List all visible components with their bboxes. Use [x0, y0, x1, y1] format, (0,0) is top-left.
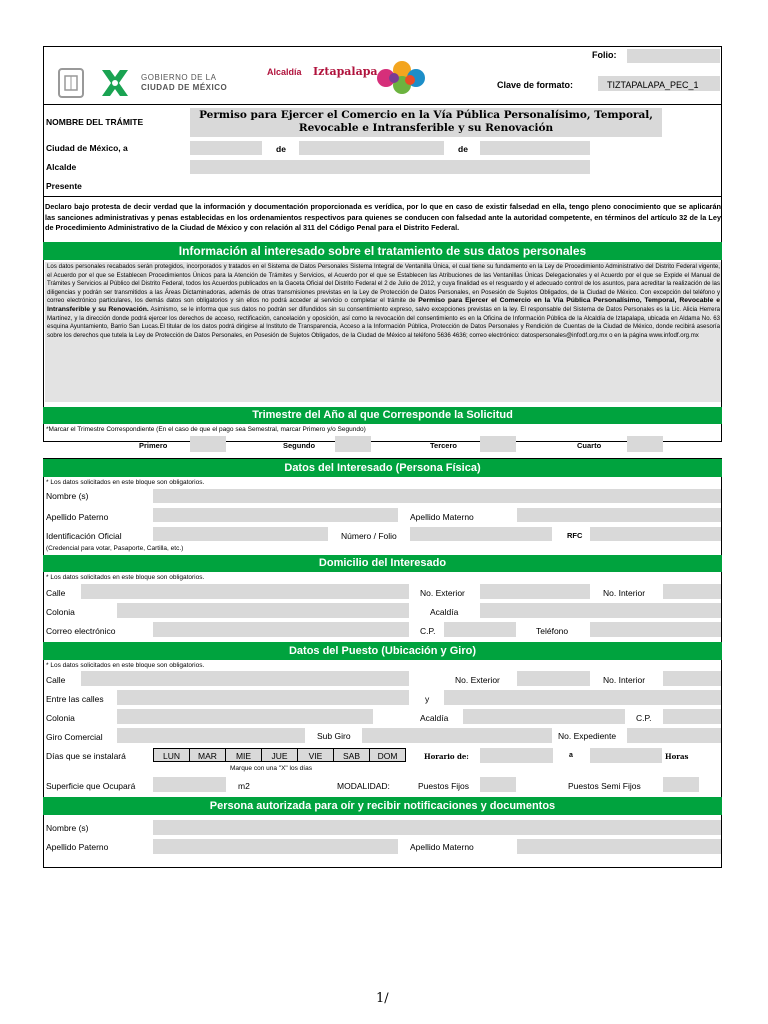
correo-label: Correo electrónico — [46, 626, 116, 636]
autorizada-apellido-paterno-label: Apellido Paterno — [46, 842, 109, 852]
segundo-label: Segundo — [283, 441, 316, 450]
cdmx-logo-icon — [98, 66, 132, 100]
rfc-label: RFC — [567, 531, 583, 540]
entre-calles-label: Entre las calles — [46, 694, 104, 704]
apellido-paterno-field[interactable] — [153, 508, 398, 522]
y-label: y — [425, 694, 430, 704]
m2-label: m2 — [238, 781, 250, 791]
marque-note: Marque con una "X" los días — [230, 765, 312, 772]
telefono-label: Teléfono — [536, 626, 569, 636]
no-expediente-field[interactable] — [627, 728, 721, 743]
apellido-materno-label: Apellido Materno — [410, 512, 474, 522]
domicilio-title: Domicilio del Interesado — [43, 555, 722, 572]
no-interior-field[interactable] — [663, 584, 721, 599]
colonia-label: Colonia — [46, 607, 75, 617]
privacy-text: Los datos personales recabados serán protegidos, incorporados y tratados en el Sistema de Datos Personales Sistema Integral de Ventanilla Única, el cual tiene su fundamento en la Ley de Procedimiento Administrativo del Distrito Federal vigente, el Acuerdo por el que se Establecen Procedimientos Únicos para la Atención de Trámites y Servicios, el Acuerdo por el que se Establecen las Atribuciones de las Ventanillas Únicas Delegacionales y el Acuerdo por el que se Expide el Manual de Trámites y Servicios al Público del Distrito Federal, todos los Acuerdos publicados en la Gaceta Oficial del Distrito Federal el 2 de Julio de 2012, y cuya finalidad es el resguardo y el adecuado control de los asuntos, para acreditar la realización de las diligencias y podrán ser transmitidos a las Áreas Dictaminadoras, además de otras transmisiones previstas en la Ley de Protección de Datos Personales, en Posesión de Sujetos Obligados, de la Ciudad de México. Con excepción del teléfono y correo electrónico particulares, los demás datos son obligatorios y sin ellos no podrá acceder al servicio o completar el trámite de Permiso para Ejercer el Comercio en la Vía Pública Personalísimo, Temporal, Revocable e Intransferible y su Renovación. Asimismo, se le informa que sus datos no podrán ser difundidos sin su consentimiento expreso, salvo excepciones previstas en la ley. El responsable del Sistema de Datos Personales es la Lic. Alicia Herrera Martínez, y la dirección donde podrá ejercer los derechos de acceso, rectificación, cancelación y oposición, así como la revocación del consentimiento es en la Oficina de Información Pública de la Alcaldía de Iztapalapa, ubicada en Aldama No. 63 esquina Ayuntamiento, Barrio San Lucas.El titular de los datos podrá dirigirse al Instituto de Transparencia, Acceso a la Información Pública, Protección de Datos Personales y Rendición de Cuentas de la Ciudad de México, donde recibirá asesoría sobre los derechos que tutela la Ley de Protección de Datos Personales, en Posesión de Sujetos Obligados, de la Ciudad de México al teléfono 5636 4636; correo electrónico: datospersonales@infodf.org.mx o en la página www.infodf.org.mx — [47, 263, 721, 339]
entre-calle-1-field[interactable] — [117, 690, 409, 705]
puesto-alcaldia-label: Acaldía — [420, 713, 449, 723]
interesado-title: Datos del Interesado (Persona Física) — [43, 459, 722, 477]
day-lun[interactable]: LUN — [153, 748, 190, 762]
fecha-mes-field[interactable] — [299, 141, 444, 155]
autorizada-title: Persona autorizada para oír y recibir notificaciones y documentos — [43, 797, 722, 815]
calle-label: Calle — [46, 588, 66, 598]
page-number: 1/ — [376, 991, 389, 1006]
privacy-title: Información al interesado sobre el tratamiento de sus datos personales — [43, 242, 722, 260]
no-expediente-label: No. Expediente — [558, 731, 617, 741]
modalidad-label: MODALIDAD: — [337, 781, 390, 791]
horario-label: Horario de: — [424, 752, 469, 761]
cuarto-label: Cuarto — [577, 441, 602, 450]
puesto-cp-field[interactable] — [663, 709, 721, 724]
autorizada-nombre-field[interactable] — [153, 820, 721, 835]
presente-label: Presente — [46, 181, 82, 191]
segundo-field[interactable] — [335, 436, 371, 452]
superficie-field[interactable] — [153, 777, 226, 792]
horario-inicio-field[interactable] — [480, 748, 553, 763]
no-exterior-field[interactable] — [480, 584, 590, 599]
fecha-dia-field[interactable] — [190, 141, 262, 155]
dias-label: Días que se instalará — [46, 751, 126, 761]
puesto-alcaldia-field[interactable] — [463, 709, 625, 724]
entre-calle-2-field[interactable] — [444, 690, 721, 705]
sub-giro-label: Sub Giro — [317, 731, 351, 741]
tercero-label: Tercero — [430, 441, 457, 450]
puesto-calle-label: Calle — [46, 675, 66, 685]
horas-label: Horas — [665, 752, 689, 761]
tramite-title: Permiso para Ejercer el Comercio en la Vía Pública Personalísimo, Temporal, Revocable e Intransferible y su Renovación — [199, 109, 653, 134]
clave-label: Clave de formato: — [497, 80, 574, 90]
puesto-no-exterior-field[interactable] — [517, 671, 590, 686]
no-exterior-label: No. Exterior — [420, 588, 465, 598]
horario-fin-field[interactable] — [590, 748, 662, 763]
fecha-anio-field[interactable] — [480, 141, 590, 155]
puesto-title: Datos del Puesto (Ubicación y Giro) — [43, 642, 722, 660]
puesto-colonia-label: Colonia — [46, 713, 75, 723]
cdmx-seal-icon — [56, 66, 86, 100]
day-dom[interactable]: DOM — [369, 748, 406, 762]
puestos-semi-fijos-label: Puestos Semi Fijos — [568, 781, 641, 791]
cp-label: C.P. — [420, 626, 436, 636]
autorizada-apellido-materno-field[interactable] — [517, 839, 721, 854]
giro-field[interactable] — [117, 728, 305, 743]
days-selector — [153, 748, 406, 762]
day-sab[interactable]: SAB — [333, 748, 370, 762]
day-mie[interactable]: MIE — [225, 748, 262, 762]
divider — [43, 196, 722, 197]
telefono-field[interactable] — [590, 622, 721, 637]
identificacion-field[interactable] — [153, 527, 328, 541]
de-label-2: de — [458, 144, 468, 154]
divider — [43, 104, 722, 105]
superficie-label: Superficie que Ocupará — [46, 781, 136, 791]
trimestre-title: Trimestre del Año al que Corresponde la Solicitud — [43, 407, 722, 424]
interesado-note: * Los datos solicitados en este bloque son obligatorios. — [46, 479, 205, 486]
primero-field[interactable] — [190, 436, 226, 452]
iztapalapa-emblem-icon — [372, 58, 434, 98]
autorizada-nombre-label: Nombre (s) — [46, 823, 89, 833]
colonia-field[interactable] — [117, 603, 409, 618]
alcaldia-label: Acaldía — [430, 607, 459, 617]
gov-line1: GOBIERNO DE LA — [141, 73, 217, 82]
puesto-cp-label: C.P. — [636, 713, 652, 723]
puesto-no-interior-field[interactable] — [663, 671, 721, 686]
puesto-note: * Los datos solicitados en este bloque son obligatorios. — [46, 662, 205, 669]
puesto-calle-field[interactable] — [81, 671, 409, 686]
puesto-colonia-field[interactable] — [117, 709, 373, 724]
a-label: a — [569, 752, 573, 759]
identificacion-label: Identificación Oficial — [46, 531, 122, 541]
gov-line2: CIUDAD DE MÉXICO — [141, 83, 228, 92]
credencial-note: (Credencial para votar, Pasaporte, Cartilla, etc.) — [46, 545, 184, 552]
cuarto-field[interactable] — [627, 436, 663, 452]
alcalde-label: Alcalde — [46, 162, 77, 172]
primero-label: Primero — [139, 441, 168, 450]
puestos-semi-fijos-field[interactable] — [663, 777, 699, 792]
folio-field[interactable] — [627, 49, 720, 63]
calle-field[interactable] — [81, 584, 409, 599]
puestos-fijos-label: Puestos Fijos — [418, 781, 470, 791]
apellido-materno-field[interactable] — [517, 508, 721, 522]
ciudad-label: Ciudad de México, a — [46, 143, 128, 153]
nombre-tramite-label: NOMBRE DEL TRÁMITE — [46, 117, 144, 127]
alcaldia-name: Iztapalapa — [313, 65, 378, 78]
puesto-no-exterior-label: No. Exterior — [455, 675, 500, 685]
sub-giro-field[interactable] — [362, 728, 552, 743]
de-label-1: de — [276, 144, 286, 154]
day-jue[interactable]: JUE — [261, 748, 298, 762]
autorizada-apellido-materno-label: Apellido Materno — [410, 842, 474, 852]
puestos-fijos-field[interactable] — [480, 777, 516, 792]
alcaldia-field[interactable] — [480, 603, 721, 618]
puesto-no-interior-label: No. Interior — [603, 675, 646, 685]
numero-folio-field[interactable] — [410, 527, 552, 541]
autorizada-apellido-paterno-field[interactable] — [153, 839, 398, 854]
day-vie[interactable]: VIE — [297, 748, 334, 762]
day-mar[interactable]: MAR — [189, 748, 226, 762]
numero-folio-label: Número / Folio — [341, 531, 397, 541]
tercero-field[interactable] — [480, 436, 516, 452]
giro-label: Giro Comercial — [46, 732, 103, 742]
alcalde-field[interactable] — [190, 160, 590, 174]
declaration-text: Declaro bajo protesta de decir verdad que la información y documentación proporcionada es verídica, por lo que en caso de existir falsedad en ella, tengo pleno conocimiento que se aplicarán las sanciones administrativas y penas establecidas en los ordenamientos respectivos para quienes se conducen con falsedad ante la autoridad competente, en términos del artículo 32 de la Ley de Procedimiento Administrativo de la Ciudad de México y con relación al 311 del Código Penal para el Distrito Federal. — [45, 202, 721, 232]
alcaldia-prefix: Alcaldía — [267, 67, 302, 77]
no-interior-label: No. Interior — [603, 588, 646, 598]
clave-value: TIZTAPALAPA_PEC_1 — [607, 80, 699, 90]
trimestre-note: *Marcar el Trimestre Correspondiente (En el caso de que el pago sea Semestral, marcar Primero y/o Segundo) — [46, 426, 366, 433]
rfc-field[interactable] — [590, 527, 721, 541]
apellido-paterno-label: Apellido Paterno — [46, 512, 109, 522]
cp-field[interactable] — [444, 622, 516, 637]
nombre-field[interactable] — [153, 489, 721, 503]
folio-label: Folio: — [592, 50, 617, 60]
domicilio-note: * Los datos solicitados en este bloque son obligatorios. — [46, 574, 205, 581]
nombre-label: Nombre (s) — [46, 491, 89, 501]
correo-field[interactable] — [153, 622, 409, 637]
